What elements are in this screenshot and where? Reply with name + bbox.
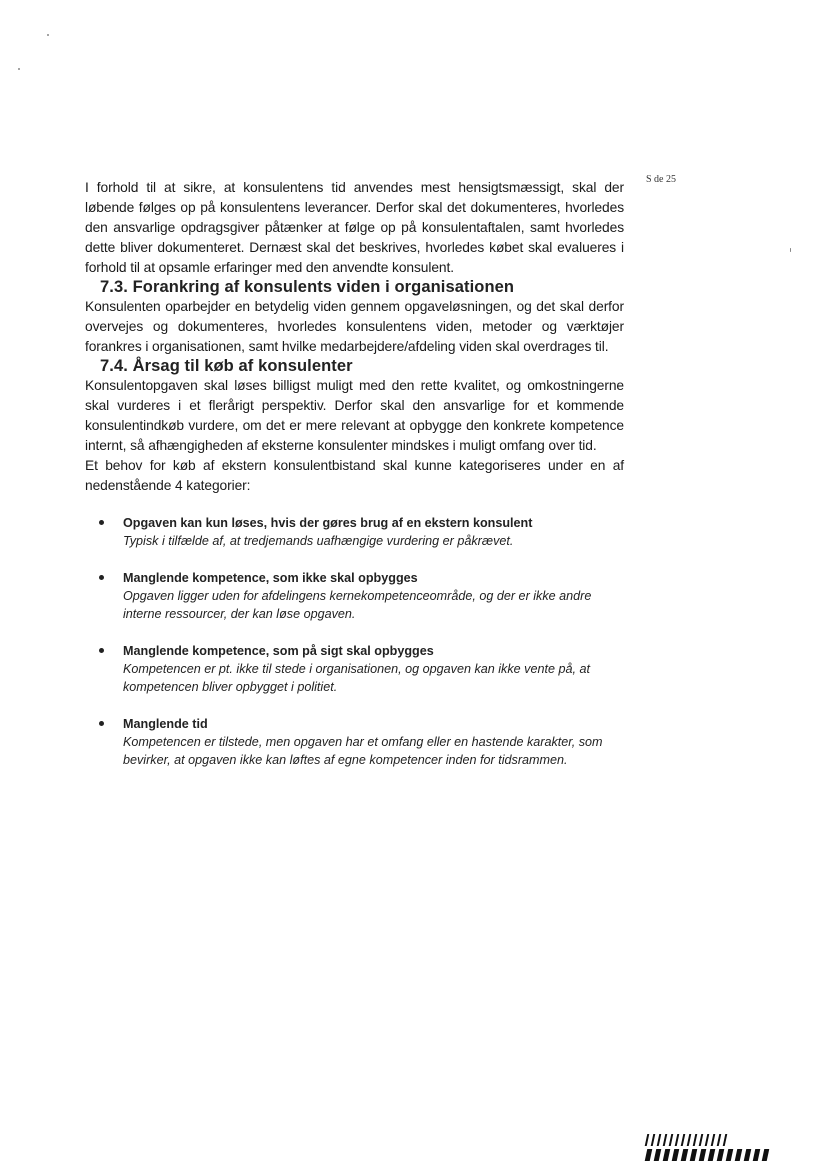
category-title: Manglende tid [123,716,208,731]
category-description: Kompetencen er tilstede, men opgaven har et omfang eller en hastende karakter, som bevirker, at opgaven ikke kan løftes af egne kompetencer inden for tidsrammen. [123,734,603,767]
list-item [85,715,624,770]
barcode-icon [646,1134,776,1162]
bullet-icon [99,648,104,653]
category-title: Opgaven kan kun løses, hvis der gøres brug af en ekstern konsulent [123,516,533,530]
intro-paragraph: I forhold til at sikre, at konsulentens tid anvendes mest hensigtsmæssigt, skal der løbende følges op på konsulentens leverancer. Derfor skal det dokumenteres, hvorledes den ansvarlige opdragsgiver påtænker at følge op på konsulentaftalen, samt hvorledes dette bliver dokumenteret. Dernæst skal det beskrives, hvorledes købet skal evalueres i forhold til at opsamle erfaringer med den anvendte konsulent. [85,180,624,275]
categories-intro-paragraph: Et behov for køb af ekstern konsulentbistand skal kunne kategoriseres under en af nedenstående 4 kategorier: [85,458,624,493]
category-description: Typisk i tilfælde af, at tredjemands uafhængige vurdering er påkrævet. [123,534,514,548]
section-7-4-paragraph: Konsulentopgaven skal løses billigst muligt med den rette kvalitet, og omkostningerne skal vurderes i et flerårigt perspektiv. Derfor skal den ansvarlige for et kommende konsulentindkøb vurdere, om det er mere relevant at opbygge den konkrete kompetence internt, så afhængigheden af eksterne konsulenter mindskes i muligt omfang over tid. [85,378,624,453]
bullet-icon [99,721,104,726]
category-description: Kompetencen er pt. ikke til stede i organisationen, og opgaven kan ikke vente på, at kompetencen bliver opbygget i politiet. [123,661,590,694]
speck [18,68,20,70]
section-heading-7-3: 7.3. Forankring af konsulents viden i organisationen [100,278,515,296]
category-list [85,514,624,770]
page-number: S de 25 [646,174,676,185]
speck [47,34,49,36]
section-heading-7-4: 7.4. Årsag til køb af konsulenter [100,357,353,375]
section-7-3-paragraph: Konsulenten oparbejder en betydelig viden gennem opgaveløsningen, og det skal derfor overvejes og dokumenteres, hvorledes konsulentens viden, metoder og værktøjer forankres i organisationen, samt hvilke medarbejdere/afdeling viden skal overdrages til. [85,299,624,354]
list-item [85,642,624,697]
speck [790,248,791,252]
category-description: Opgaven ligger uden for afdelingens kernekompetenceområde, og der er ikke andre interne ressourcer, der kan løse opgaven. [123,588,592,621]
category-title: Manglende kompetence, som på sigt skal opbygges [123,643,434,658]
list-item [85,514,624,551]
bullet-icon [99,520,104,525]
bullet-icon [99,575,104,580]
list-item [85,569,624,624]
document-body [85,178,624,788]
category-title: Manglende kompetence, som ikke skal opbygges [123,570,418,585]
